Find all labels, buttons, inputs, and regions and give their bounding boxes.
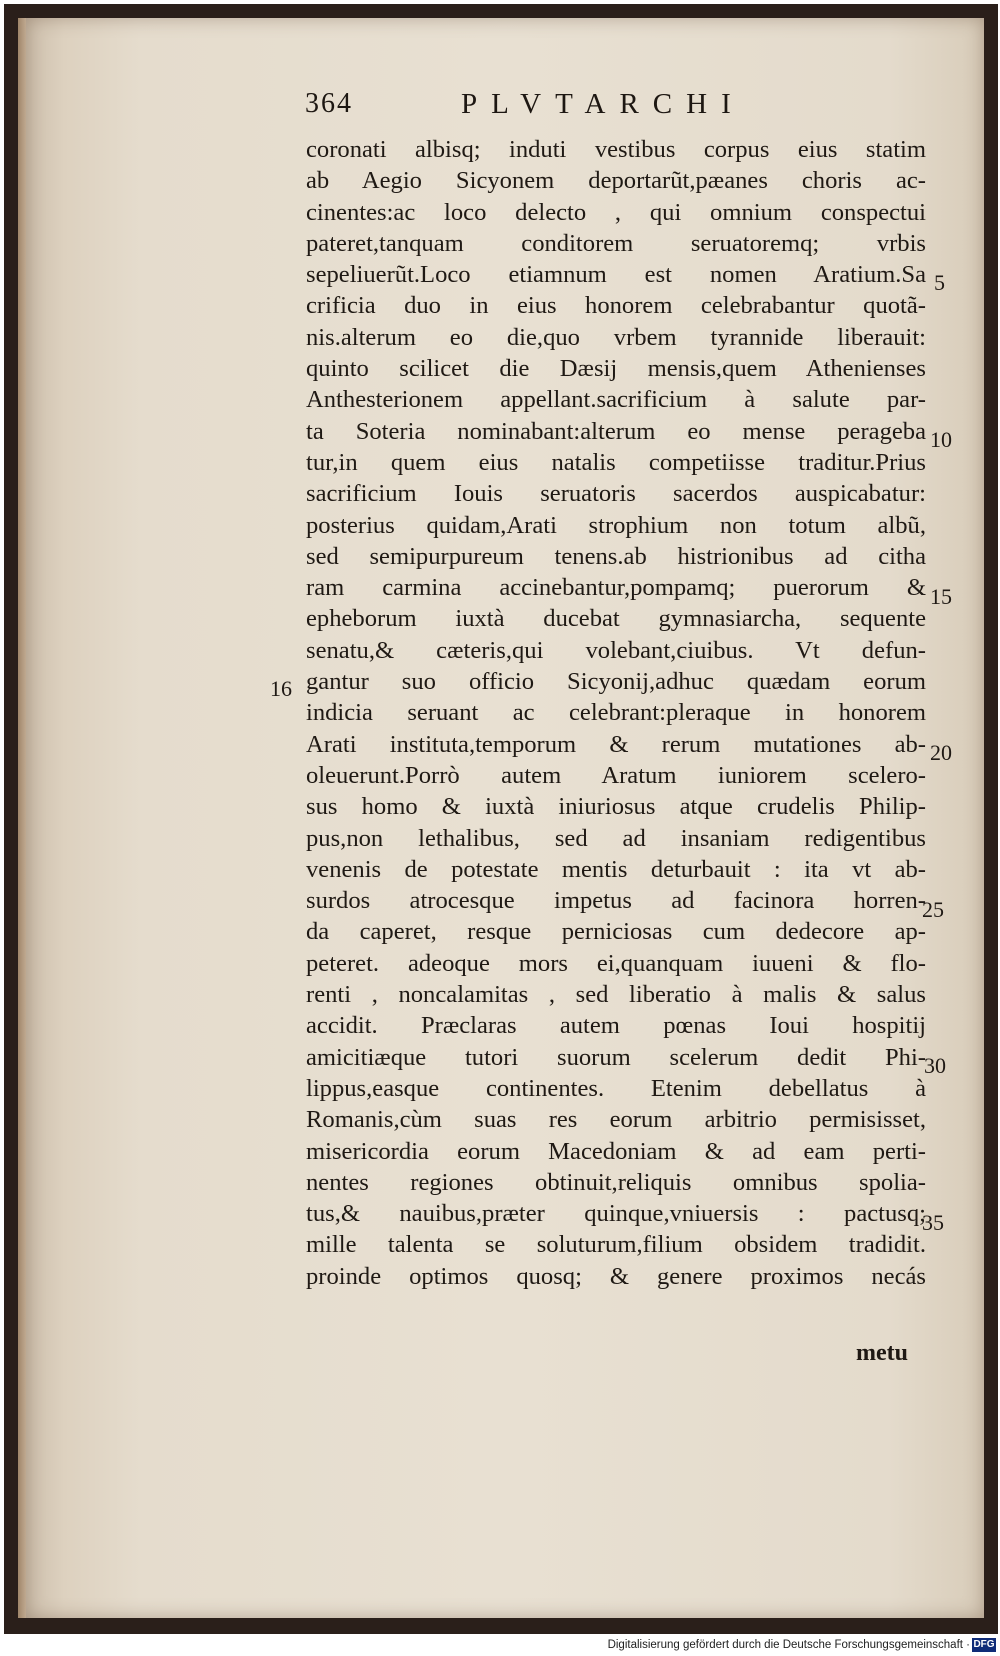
running-title: PLVTARCHI [461, 88, 745, 120]
text-line: indicia seruant ac celebrant:pleraque in honorem [306, 699, 926, 727]
text-line: quinto scilicet die Dæsij mensis,quem Athenienses [306, 355, 926, 383]
text-line: epheborum iuxtà ducebat gymnasiarcha, sequente [306, 605, 926, 633]
text-line: tur,in quem eius natalis competiisse traditur.Prius [306, 448, 926, 476]
line-number-right: 15 [930, 584, 952, 609]
line-number-right: 35 [922, 1210, 944, 1235]
text-line: nis.alterum eo die,quo vrbem tyrannide liberauit: [306, 323, 926, 351]
text-line: nentes regiones obtinuit,reliquis omnibus spolia- [306, 1168, 926, 1196]
text-line: crificia duo in eius honorem celebrabantur quotã- [306, 292, 926, 320]
text-line: amicitiæque tutori suorum scelerum dedit Phi- [306, 1043, 926, 1071]
text-line: accidit. Præclaras autem pœnas Ioui hospitij [306, 1012, 926, 1040]
line-number-left: 16 [270, 676, 292, 701]
text-line: senatu,& cæteris,qui volebant,ciuibus. Vt defun- [306, 636, 926, 664]
digitization-footer [0, 1636, 1000, 1656]
text-line: venenis de potestate mentis deturbauit : ita vt ab- [306, 855, 926, 883]
line-number-right: 20 [930, 740, 952, 765]
text-line: oleuerunt.Porrò autem Aratum iuniorem scelero- [306, 761, 926, 789]
text-line: ta Soteria nominabant:alterum eo mense perageba [306, 417, 926, 445]
text-line: Romanis,cùm suas res eorum arbitrio permisisset, [306, 1106, 926, 1134]
text-line: sed semipurpureum tenens.ab histrionibus ad citha [306, 542, 926, 570]
page-header [305, 88, 925, 128]
text-line: gantur suo officio Sicyonij,adhuc quædam eorum [306, 668, 926, 696]
text-line: pus,non lethalibus, sed ad insaniam redigentibus [306, 824, 926, 852]
line-number-right: 25 [922, 897, 944, 922]
text-line: cinentes:ac loco delecto , qui omnium conspectui [306, 198, 926, 226]
line-number-right: 5 [934, 270, 945, 295]
text-line: tus,& nauibus,præter quinque,vniuersis : pactusq; [306, 1200, 926, 1228]
text-line: Anthesterionem appellant.sacrificium à salute par- [306, 386, 926, 414]
dfg-logo: DFG [973, 1639, 995, 1650]
text-line: misericordia eorum Macedoniam & ad eam perti- [306, 1137, 926, 1165]
text-line: peteret. adeoque mors ei,quanquam iuueni & flo- [306, 949, 926, 977]
catchword: metu [856, 1340, 908, 1366]
text-line: lippus,easque continentes. Etenim debellatus à [306, 1074, 926, 1102]
text-line: sus homo & iuxtà iniuriosus atque crudelis Philip- [306, 793, 926, 821]
text-line: surdos atrocesque impetus ad facinora horren- [306, 887, 926, 915]
text-line: da caperet, resque perniciosas cum dedecore ap- [306, 918, 926, 946]
text-line: ram carmina accinebantur,pompamq; puerorum & [306, 574, 926, 602]
text-line: sacrificium Iouis seruatoris sacerdos auspicabatur: [306, 480, 926, 508]
text-line: mille talenta se soluturum,filium obsidem tradidit. [306, 1231, 926, 1259]
line-number-right: 30 [924, 1053, 946, 1078]
text-line: ab Aegio Sicyonem deportarũt,pæanes choris ac- [306, 167, 926, 195]
text-line: renti , noncalamitas , sed liberatio à malis & salus [306, 981, 926, 1009]
text-line: coronati albisq; induti vestibus corpus eius statim [306, 136, 926, 163]
text-line: posterius quidam,Arati strophium non totum albũ, [306, 511, 926, 539]
text-line: pateret,tanquam conditorem seruatoremq; vrbis [306, 229, 926, 257]
page-number: 364 [305, 88, 353, 119]
text-line: Arati instituta,temporum & rerum mutationes ab- [306, 730, 926, 758]
text-line: sepeliuerũt.Loco etiamnum est nomen Aratium.Sa [306, 261, 926, 289]
text-line: proinde optimos quosq; & genere proximos necás [306, 1262, 926, 1290]
line-number-right: 10 [930, 427, 952, 452]
funding-note: Digitalisierung gefördert durch die Deutsche Forschungsgemeinschaft · [607, 1639, 970, 1651]
body-text [306, 134, 926, 1292]
